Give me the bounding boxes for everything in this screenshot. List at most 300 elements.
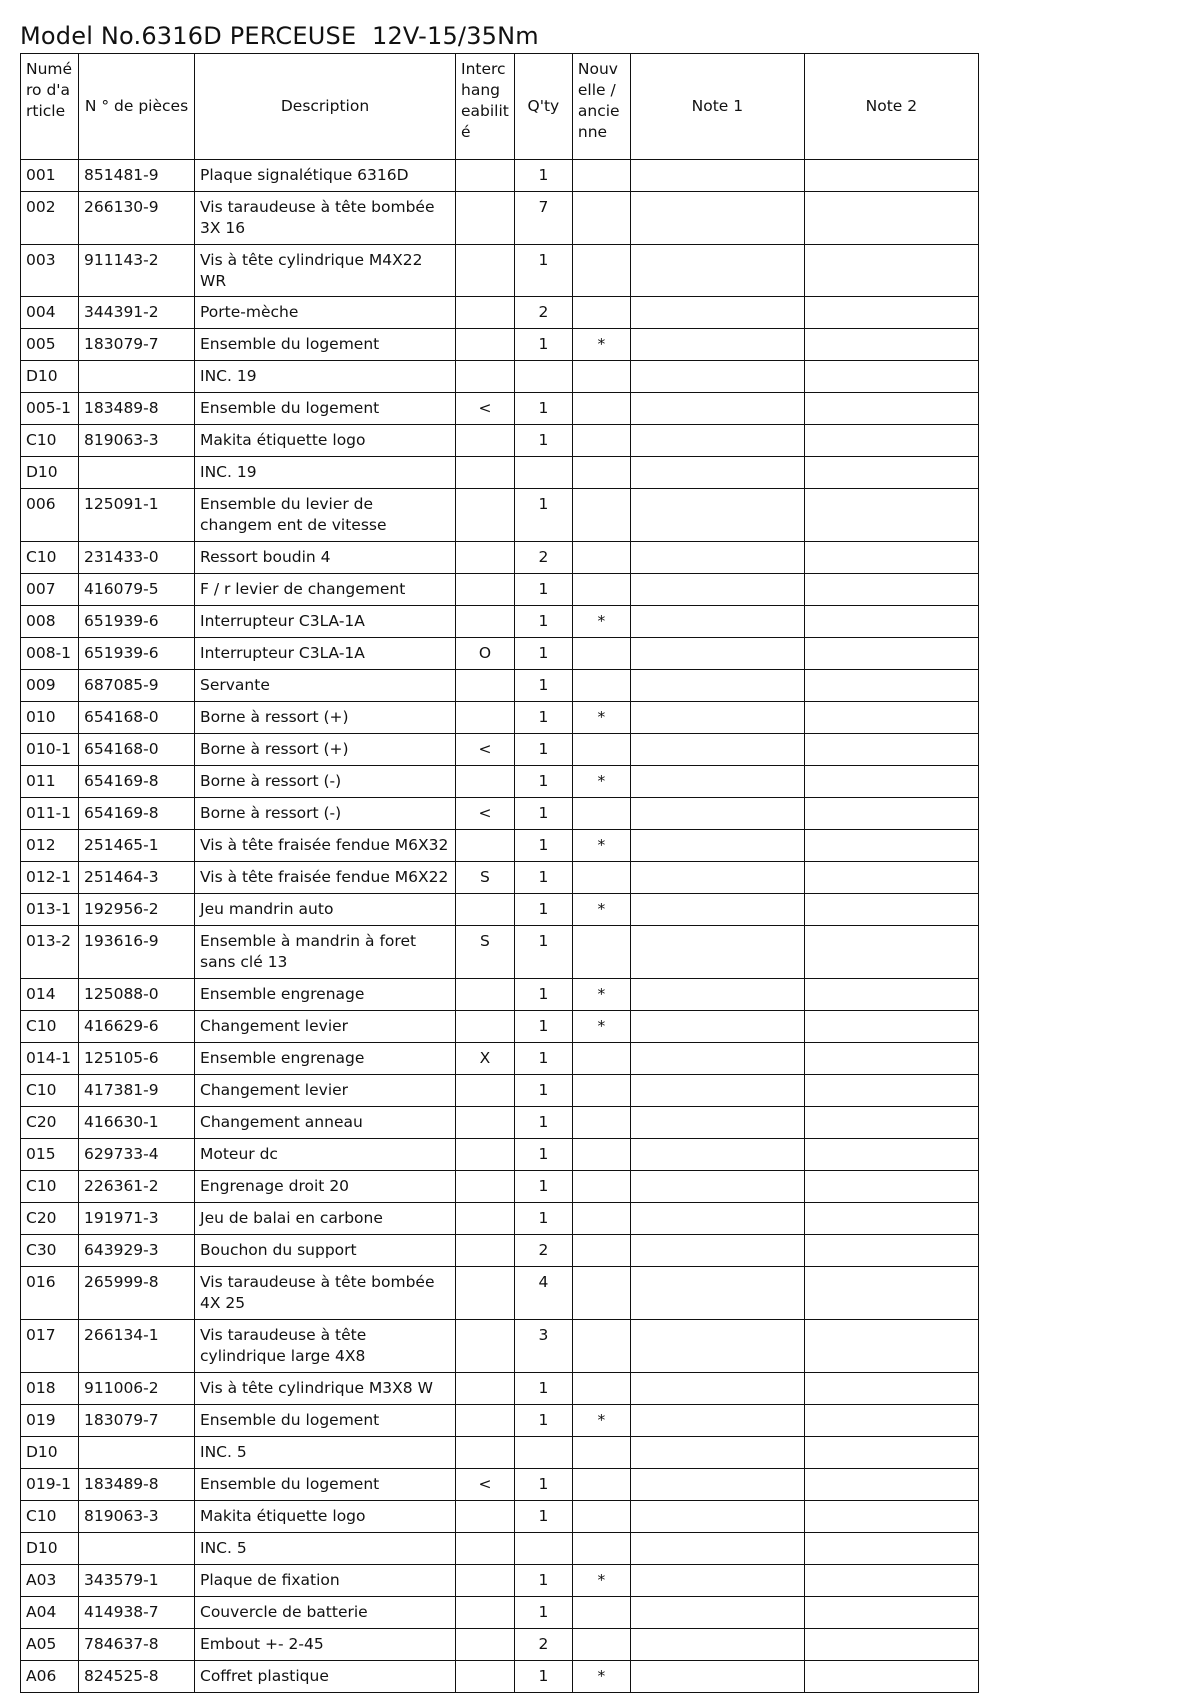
table-row — [21, 393, 979, 425]
col-header-note-2: Note 2 — [804, 54, 978, 160]
new-old-cell — [572, 1267, 630, 1320]
description-cell: Vis à tête cylindrique M3X8 W — [195, 1373, 456, 1405]
interchangeability-cell — [456, 1320, 515, 1373]
description-cell: INC. 19 — [195, 361, 456, 393]
item-number-cell: 014 — [21, 979, 79, 1011]
note-1-cell — [630, 1533, 804, 1565]
table-row — [21, 1107, 979, 1139]
note-1-cell — [630, 1171, 804, 1203]
quantity-cell: 1 — [514, 670, 572, 702]
description-cell: INC. 19 — [195, 457, 456, 489]
part-number-cell: 416629-6 — [79, 1011, 195, 1043]
description-cell: Borne à ressort (+) — [195, 734, 456, 766]
part-number-cell: 654169-8 — [79, 798, 195, 830]
new-old-cell — [572, 542, 630, 574]
quantity-cell — [514, 457, 572, 489]
note-1-cell — [630, 192, 804, 245]
col-header-quantity: Q'ty — [514, 54, 572, 160]
part-number-cell: 654168-0 — [79, 702, 195, 734]
new-old-cell — [572, 297, 630, 329]
table-row — [21, 1373, 979, 1405]
new-old-cell — [572, 1235, 630, 1267]
quantity-cell: 1 — [514, 160, 572, 192]
new-old-cell — [572, 638, 630, 670]
quantity-cell: 1 — [514, 574, 572, 606]
interchangeability-cell — [456, 297, 515, 329]
note-2-cell — [804, 766, 978, 798]
table-row — [21, 457, 979, 489]
part-number-cell: 687085-9 — [79, 670, 195, 702]
note-1-cell — [630, 489, 804, 542]
table-row — [21, 1235, 979, 1267]
new-old-cell — [572, 1139, 630, 1171]
table-row — [21, 1203, 979, 1235]
table-row — [21, 425, 979, 457]
item-number-cell: 001 — [21, 160, 79, 192]
new-old-cell: * — [572, 766, 630, 798]
new-old-cell: * — [572, 830, 630, 862]
item-number-cell: D10 — [21, 1437, 79, 1469]
new-old-cell: * — [572, 702, 630, 734]
item-number-cell: 017 — [21, 1320, 79, 1373]
note-2-cell — [804, 1437, 978, 1469]
interchangeability-cell — [456, 425, 515, 457]
item-number-cell: 005 — [21, 329, 79, 361]
item-number-cell: C10 — [21, 1501, 79, 1533]
interchangeability-cell — [456, 979, 515, 1011]
part-number-cell: 183489-8 — [79, 393, 195, 425]
quantity-cell: 1 — [514, 1139, 572, 1171]
item-number-cell: 006 — [21, 489, 79, 542]
description-cell: Borne à ressort (+) — [195, 702, 456, 734]
interchangeability-cell — [456, 457, 515, 489]
new-old-cell — [572, 1373, 630, 1405]
new-old-cell: * — [572, 1565, 630, 1597]
description-cell: Changement levier — [195, 1075, 456, 1107]
table-row — [21, 979, 979, 1011]
interchangeability-cell: S — [456, 926, 515, 979]
description-cell: Ensemble du levier de changem ent de vitesse — [195, 489, 456, 542]
note-2-cell — [804, 1565, 978, 1597]
quantity-cell: 1 — [514, 1203, 572, 1235]
note-1-cell — [630, 1320, 804, 1373]
interchangeability-cell — [456, 192, 515, 245]
quantity-cell: 7 — [514, 192, 572, 245]
interchangeability-cell — [456, 542, 515, 574]
new-old-cell: * — [572, 979, 630, 1011]
new-old-cell: * — [572, 1405, 630, 1437]
part-number-cell — [79, 457, 195, 489]
item-number-cell: C20 — [21, 1107, 79, 1139]
quantity-cell: 1 — [514, 1565, 572, 1597]
note-2-cell — [804, 1629, 978, 1661]
note-2-cell — [804, 1043, 978, 1075]
new-old-cell: * — [572, 1011, 630, 1043]
note-2-cell — [804, 1203, 978, 1235]
note-1-cell — [630, 425, 804, 457]
new-old-cell — [572, 1533, 630, 1565]
item-number-cell: 014-1 — [21, 1043, 79, 1075]
table-row — [21, 1533, 979, 1565]
part-number-cell: 251465-1 — [79, 830, 195, 862]
new-old-cell — [572, 1107, 630, 1139]
note-2-cell — [804, 489, 978, 542]
new-old-cell — [572, 393, 630, 425]
col-header-interchangeability: Interc hang eabilit é — [456, 54, 515, 160]
part-number-cell — [79, 1437, 195, 1469]
note-2-cell — [804, 1661, 978, 1693]
quantity-cell: 1 — [514, 1661, 572, 1693]
interchangeability-cell — [456, 1597, 515, 1629]
part-number-cell: 192956-2 — [79, 894, 195, 926]
note-1-cell — [630, 1629, 804, 1661]
note-1-cell — [630, 1139, 804, 1171]
quantity-cell: 1 — [514, 1405, 572, 1437]
table-row — [21, 1139, 979, 1171]
new-old-cell — [572, 1320, 630, 1373]
interchangeability-cell — [456, 329, 515, 361]
part-number-cell: 231433-0 — [79, 542, 195, 574]
interchangeability-cell: < — [456, 734, 515, 766]
new-old-cell — [572, 1043, 630, 1075]
new-old-cell — [572, 160, 630, 192]
note-1-cell — [630, 702, 804, 734]
note-1-cell — [630, 979, 804, 1011]
note-2-cell — [804, 1171, 978, 1203]
part-number-cell: 125091-1 — [79, 489, 195, 542]
parts-table-body — [21, 160, 979, 1693]
description-cell: Vis taraudeuse à tête bombée 4X 25 — [195, 1267, 456, 1320]
part-number-cell: 125088-0 — [79, 979, 195, 1011]
part-number-cell: 417381-9 — [79, 1075, 195, 1107]
table-row — [21, 926, 979, 979]
part-number-cell: 183079-7 — [79, 1405, 195, 1437]
item-number-cell: A04 — [21, 1597, 79, 1629]
table-row — [21, 638, 979, 670]
part-number-cell: 125105-6 — [79, 1043, 195, 1075]
quantity-cell: 1 — [514, 606, 572, 638]
new-old-cell — [572, 1597, 630, 1629]
part-number-cell: 416079-5 — [79, 574, 195, 606]
table-row — [21, 1171, 979, 1203]
quantity-cell: 4 — [514, 1267, 572, 1320]
item-number-cell: 008 — [21, 606, 79, 638]
new-old-cell — [572, 192, 630, 245]
item-number-cell: 005-1 — [21, 393, 79, 425]
part-number-cell: 226361-2 — [79, 1171, 195, 1203]
table-row — [21, 1075, 979, 1107]
note-2-cell — [804, 393, 978, 425]
item-number-cell: 010 — [21, 702, 79, 734]
new-old-cell — [572, 1203, 630, 1235]
new-old-cell: * — [572, 329, 630, 361]
note-1-cell — [630, 766, 804, 798]
description-cell: Borne à ressort (-) — [195, 798, 456, 830]
note-1-cell — [630, 734, 804, 766]
description-cell: Interrupteur C3LA-1A — [195, 606, 456, 638]
part-number-cell: 343579-1 — [79, 1565, 195, 1597]
parts-table — [20, 53, 979, 1693]
table-row — [21, 574, 979, 606]
new-old-cell — [572, 574, 630, 606]
item-number-cell: 007 — [21, 574, 79, 606]
item-number-cell: 012-1 — [21, 862, 79, 894]
note-1-cell — [630, 1501, 804, 1533]
description-cell: Changement levier — [195, 1011, 456, 1043]
note-2-cell — [804, 798, 978, 830]
note-2-cell — [804, 1597, 978, 1629]
item-number-cell: A05 — [21, 1629, 79, 1661]
interchangeability-cell — [456, 1203, 515, 1235]
item-number-cell: 002 — [21, 192, 79, 245]
note-1-cell — [630, 894, 804, 926]
quantity-cell: 1 — [514, 1501, 572, 1533]
new-old-cell — [572, 1469, 630, 1501]
table-row — [21, 1501, 979, 1533]
new-old-cell — [572, 926, 630, 979]
description-cell: Vis taraudeuse à tête bombée 3X 16 — [195, 192, 456, 245]
new-old-cell — [572, 361, 630, 393]
note-1-cell — [630, 245, 804, 297]
note-2-cell — [804, 1235, 978, 1267]
note-1-cell — [630, 1011, 804, 1043]
item-number-cell: 009 — [21, 670, 79, 702]
note-2-cell — [804, 979, 978, 1011]
interchangeability-cell — [456, 574, 515, 606]
interchangeability-cell — [456, 1533, 515, 1565]
col-header-item-number: Numé ro d'a rticle — [21, 54, 79, 160]
interchangeability-cell — [456, 766, 515, 798]
item-number-cell: 016 — [21, 1267, 79, 1320]
note-1-cell — [630, 457, 804, 489]
quantity-cell: 1 — [514, 766, 572, 798]
new-old-cell — [572, 1501, 630, 1533]
table-row — [21, 766, 979, 798]
note-2-cell — [804, 574, 978, 606]
table-row — [21, 734, 979, 766]
page-title: Model No.6316D PERCEUSE 12V-15/35Nm — [20, 22, 539, 50]
interchangeability-cell — [456, 1501, 515, 1533]
part-number-cell: 654169-8 — [79, 766, 195, 798]
note-1-cell — [630, 160, 804, 192]
part-number-cell: 851481-9 — [79, 160, 195, 192]
description-cell: Porte-mèche — [195, 297, 456, 329]
table-row — [21, 329, 979, 361]
item-number-cell: D10 — [21, 361, 79, 393]
table-row — [21, 670, 979, 702]
description-cell: Ensemble du logement — [195, 1469, 456, 1501]
part-number-cell: 629733-4 — [79, 1139, 195, 1171]
item-number-cell: 011 — [21, 766, 79, 798]
table-row — [21, 192, 979, 245]
interchangeability-cell — [456, 894, 515, 926]
part-number-cell: 183489-8 — [79, 1469, 195, 1501]
description-cell: Vis taraudeuse à tête cylindrique large 4X8 — [195, 1320, 456, 1373]
item-number-cell: 013-1 — [21, 894, 79, 926]
table-row — [21, 1661, 979, 1693]
table-row — [21, 830, 979, 862]
table-row — [21, 1597, 979, 1629]
note-2-cell — [804, 457, 978, 489]
table-row — [21, 1405, 979, 1437]
part-number-cell: 654168-0 — [79, 734, 195, 766]
note-1-cell — [630, 1437, 804, 1469]
interchangeability-cell — [456, 670, 515, 702]
note-2-cell — [804, 1533, 978, 1565]
description-cell: Bouchon du support — [195, 1235, 456, 1267]
note-2-cell — [804, 297, 978, 329]
table-row — [21, 1043, 979, 1075]
quantity-cell: 1 — [514, 638, 572, 670]
interchangeability-cell — [456, 1629, 515, 1661]
item-number-cell: 010-1 — [21, 734, 79, 766]
note-1-cell — [630, 1075, 804, 1107]
quantity-cell — [514, 361, 572, 393]
quantity-cell: 1 — [514, 489, 572, 542]
interchangeability-cell — [456, 1107, 515, 1139]
description-cell: Engrenage droit 20 — [195, 1171, 456, 1203]
note-1-cell — [630, 638, 804, 670]
note-2-cell — [804, 192, 978, 245]
new-old-cell — [572, 670, 630, 702]
note-1-cell — [630, 670, 804, 702]
quantity-cell: 1 — [514, 1469, 572, 1501]
note-1-cell — [630, 798, 804, 830]
item-number-cell: C30 — [21, 1235, 79, 1267]
new-old-cell — [572, 1075, 630, 1107]
table-row — [21, 245, 979, 297]
new-old-cell — [572, 489, 630, 542]
note-2-cell — [804, 1011, 978, 1043]
table-row — [21, 862, 979, 894]
quantity-cell: 1 — [514, 1107, 572, 1139]
part-number-cell — [79, 361, 195, 393]
part-number-cell — [79, 1533, 195, 1565]
new-old-cell — [572, 1629, 630, 1661]
part-number-cell: 344391-2 — [79, 297, 195, 329]
table-row — [21, 1469, 979, 1501]
quantity-cell: 1 — [514, 425, 572, 457]
part-number-cell: 265999-8 — [79, 1267, 195, 1320]
item-number-cell: A06 — [21, 1661, 79, 1693]
note-1-cell — [630, 574, 804, 606]
note-2-cell — [804, 1469, 978, 1501]
note-1-cell — [630, 1373, 804, 1405]
note-2-cell — [804, 245, 978, 297]
table-row — [21, 1320, 979, 1373]
description-cell: INC. 5 — [195, 1533, 456, 1565]
interchangeability-cell — [456, 1373, 515, 1405]
quantity-cell: 1 — [514, 830, 572, 862]
note-2-cell — [804, 606, 978, 638]
part-number-cell: 911006-2 — [79, 1373, 195, 1405]
note-1-cell — [630, 1597, 804, 1629]
quantity-cell: 1 — [514, 734, 572, 766]
quantity-cell: 1 — [514, 702, 572, 734]
item-number-cell: C10 — [21, 425, 79, 457]
note-1-cell — [630, 361, 804, 393]
quantity-cell: 1 — [514, 926, 572, 979]
item-number-cell: 019-1 — [21, 1469, 79, 1501]
description-cell: F / r levier de changement — [195, 574, 456, 606]
part-number-cell: 183079-7 — [79, 329, 195, 361]
note-2-cell — [804, 1373, 978, 1405]
quantity-cell: 1 — [514, 862, 572, 894]
note-1-cell — [630, 542, 804, 574]
note-2-cell — [804, 1107, 978, 1139]
note-2-cell — [804, 894, 978, 926]
part-number-cell: 251464-3 — [79, 862, 195, 894]
note-2-cell — [804, 542, 978, 574]
description-cell: INC. 5 — [195, 1437, 456, 1469]
note-2-cell — [804, 734, 978, 766]
note-2-cell — [804, 830, 978, 862]
note-2-cell — [804, 160, 978, 192]
quantity-cell: 2 — [514, 297, 572, 329]
description-cell: Couvercle de batterie — [195, 1597, 456, 1629]
note-2-cell — [804, 702, 978, 734]
note-2-cell — [804, 425, 978, 457]
interchangeability-cell — [456, 160, 515, 192]
description-cell: Servante — [195, 670, 456, 702]
item-number-cell: 011-1 — [21, 798, 79, 830]
interchangeability-cell — [456, 702, 515, 734]
description-cell: Vis à tête fraisée fendue M6X22 — [195, 862, 456, 894]
note-1-cell — [630, 1267, 804, 1320]
quantity-cell: 1 — [514, 1597, 572, 1629]
table-row — [21, 702, 979, 734]
quantity-cell: 1 — [514, 894, 572, 926]
description-cell: Ressort boudin 4 — [195, 542, 456, 574]
item-number-cell: 003 — [21, 245, 79, 297]
note-1-cell — [630, 1203, 804, 1235]
new-old-cell — [572, 425, 630, 457]
description-cell: Embout +- 2-45 — [195, 1629, 456, 1661]
new-old-cell — [572, 734, 630, 766]
item-number-cell: 004 — [21, 297, 79, 329]
quantity-cell: 2 — [514, 542, 572, 574]
table-row — [21, 1437, 979, 1469]
table-row — [21, 542, 979, 574]
note-1-cell — [630, 830, 804, 862]
part-number-cell: 416630-1 — [79, 1107, 195, 1139]
table-header-row — [21, 54, 979, 160]
description-cell: Plaque de fixation — [195, 1565, 456, 1597]
interchangeability-cell: O — [456, 638, 515, 670]
item-number-cell: 018 — [21, 1373, 79, 1405]
item-number-cell: C10 — [21, 542, 79, 574]
description-cell: Vis à tête fraisée fendue M6X32 — [195, 830, 456, 862]
interchangeability-cell — [456, 1171, 515, 1203]
interchangeability-cell — [456, 1011, 515, 1043]
part-number-cell: 819063-3 — [79, 1501, 195, 1533]
description-cell: Moteur dc — [195, 1139, 456, 1171]
new-old-cell — [572, 1437, 630, 1469]
interchangeability-cell — [456, 361, 515, 393]
note-1-cell — [630, 606, 804, 638]
item-number-cell: 013-2 — [21, 926, 79, 979]
note-1-cell — [630, 1661, 804, 1693]
interchangeability-cell: < — [456, 1469, 515, 1501]
item-number-cell: C10 — [21, 1075, 79, 1107]
note-1-cell — [630, 1107, 804, 1139]
interchangeability-cell — [456, 1437, 515, 1469]
item-number-cell: 012 — [21, 830, 79, 862]
description-cell: Ensemble du logement — [195, 393, 456, 425]
note-1-cell — [630, 1469, 804, 1501]
interchangeability-cell: S — [456, 862, 515, 894]
part-number-cell: 651939-6 — [79, 606, 195, 638]
